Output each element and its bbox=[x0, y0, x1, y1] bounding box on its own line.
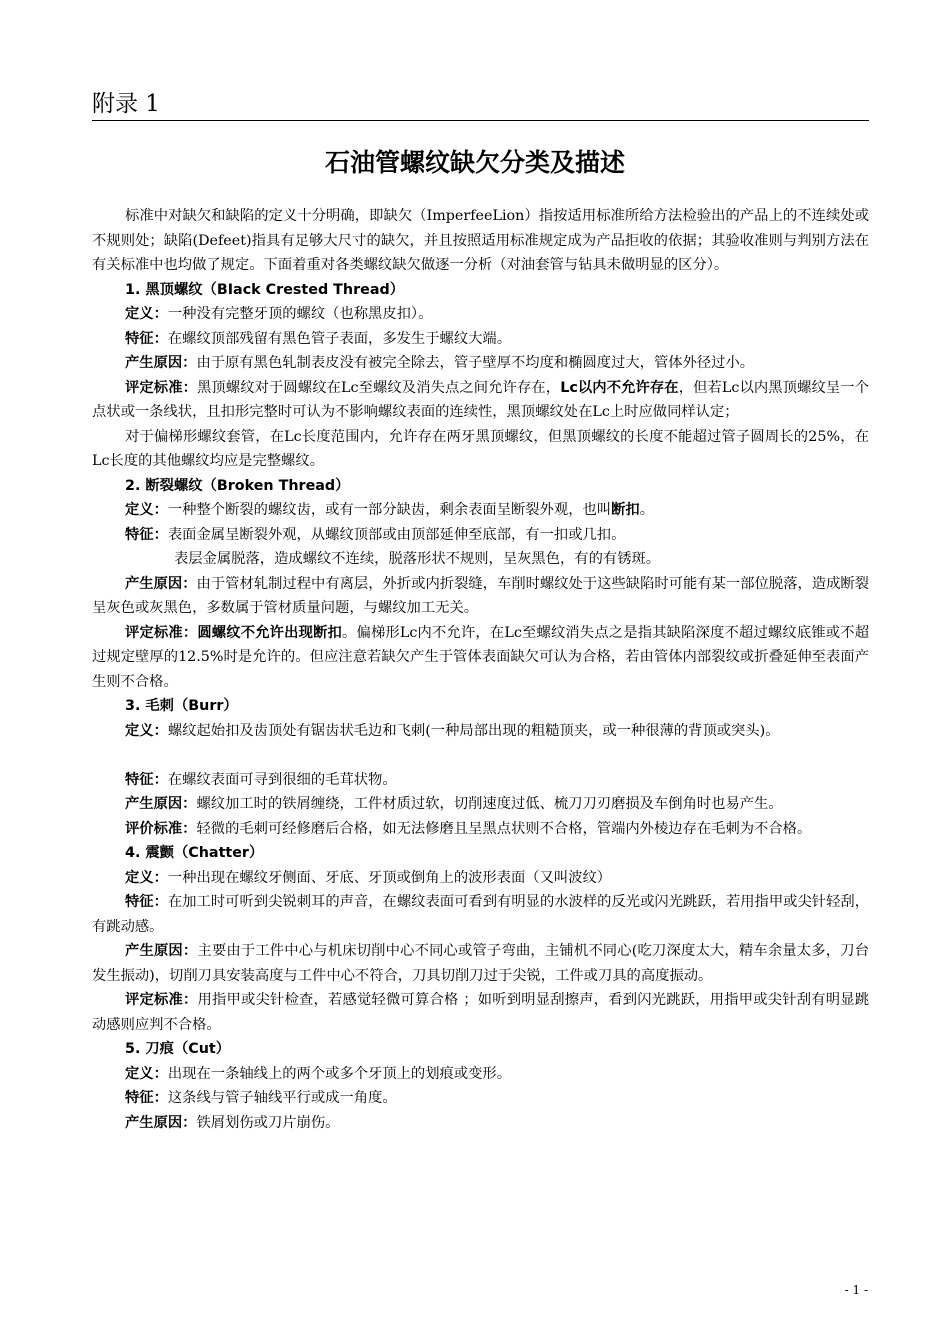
feature-label: 特征： bbox=[125, 1090, 168, 1106]
definition-text: 螺纹起始扣及齿顶处有锯齿状毛边和飞刺(一种局部出现的粗糙顶夹，或一种很薄的背顶或突头)。 bbox=[167, 722, 780, 739]
evaluation-label: 评价标准： bbox=[125, 820, 197, 837]
criteria-label: 评定标准： bbox=[125, 992, 198, 1008]
definition-emphasis: 断扣 bbox=[611, 502, 640, 518]
section-3-evaluation bbox=[92, 817, 869, 842]
cause-label: 产生原因： bbox=[125, 1114, 197, 1131]
header-rule bbox=[92, 120, 869, 121]
criteria-label: 评定标准： bbox=[125, 624, 198, 641]
definition-label: 定义： bbox=[125, 502, 168, 518]
definition-label: 定义： bbox=[125, 722, 168, 739]
page-number: - 1 - bbox=[844, 1283, 868, 1297]
criteria-emphasis: Lc以内不允许存在 bbox=[560, 379, 679, 396]
section-5-heading bbox=[92, 1037, 869, 1062]
page-title: 石油管螺纹缺欠分类及描述 bbox=[324, 148, 625, 177]
definition-label: 定义： bbox=[125, 306, 168, 322]
section-5-feature bbox=[92, 1086, 869, 1111]
section-5-definition bbox=[92, 1062, 869, 1087]
section-1-criteria bbox=[92, 376, 869, 425]
cause-label: 产生原因： bbox=[125, 575, 197, 592]
document-body bbox=[92, 204, 869, 1135]
cause-label: 产生原因： bbox=[125, 355, 197, 371]
feature-text: 这条线与管子轴线平行或成一角度。 bbox=[167, 1090, 397, 1106]
evaluation-text: 轻微的毛刺可经修磨后合格，如无法修磨且呈黑点状则不合格，管端内外棱边存在毛刺为不合格。 bbox=[196, 820, 812, 837]
section-1-extra: 对于偏梯形螺纹套管，在Lc长度范围内，允许存在两牙黑顶螺纹，但黑顶螺纹的长度不能超过管子圆周长的25%，在Lc长度的其他螺纹均应是完整螺纹。 bbox=[92, 428, 869, 469]
feature-label: 特征： bbox=[125, 330, 168, 347]
section-heading-text: 1. 黑顶螺纹（BIack Crested Thread） bbox=[125, 281, 405, 298]
section-1-definition bbox=[92, 302, 869, 327]
section-2-criteria bbox=[92, 621, 869, 695]
section-3-feature bbox=[92, 768, 869, 793]
section-4-heading bbox=[92, 841, 869, 866]
feature-label: 特征： bbox=[125, 771, 168, 788]
definition-label: 定义： bbox=[125, 869, 168, 886]
criteria-label: 评定标准： bbox=[125, 379, 197, 396]
section-heading-text: 2. 断裂螺纹（Broken Thread） bbox=[125, 477, 350, 494]
section-2-feature-continued: 表层金属脱落，造成螺纹不连续，脱落形状不规则，呈灰黑色，有的有锈斑。 bbox=[174, 551, 661, 567]
cause-text: 由于管材轧制过程中有离层，外折或内折裂缝，车削时螺纹处于这些缺陷时可能有某一部位脱落，造成断裂呈灰色或灰黑色，多数属于管材质量问题，与螺纹加工无关。 bbox=[92, 575, 870, 616]
intro-paragraph: 标准中对缺欠和缺陷的定义十分明确，即缺欠（ImperfeeLion）指按适用标准所给方法检验出的产品上的不连续处或不规则处；缺陷(Defeet)指具有足够大尺寸的缺欠，并且按照适用标准规定成为产品拒收的依据；其验收准则与判别方法在有关标准中也均做了规定。下面着重对各类螺纹缺欠做逐一分析（对油套管与钻具未做明显的区分）。 bbox=[92, 208, 869, 273]
definition-text: 一种没有完整牙顶的螺纹（也称黑皮扣）。 bbox=[167, 306, 433, 322]
section-3-definition bbox=[92, 719, 869, 744]
criteria-text-continued: ，但若Lc以内黑顶螺纹呈一个点状或一条线状，且扣形完整时可认为不影响螺纹表面的连续性，黑顶螺纹处在Lc上时应做同样认定； bbox=[92, 379, 870, 420]
cause-text: 主要由于工件中心与机床切削中心不同心或管子弯曲，主铺机不同心(吃刀深度太大，精车余量太多，刀台发生振动)，切削刀具安装高度与工件中心不符合，刀具切削刀过于尖锐，工件或刀具的高度振动。 bbox=[92, 943, 870, 984]
definition-label: 定义： bbox=[125, 1065, 168, 1082]
section-heading-text: 4. 震颤（Chatter） bbox=[125, 845, 264, 861]
criteria-text: 用指甲或尖针检查，若感觉轻微可算合格 ；如听到明显刮擦声，看到闪光跳跃，用指甲或尖针刮有明显跳动感则应判不合格。 bbox=[92, 992, 869, 1033]
section-4-feature bbox=[92, 890, 869, 939]
criteria-text: 黑顶螺纹对于圆螺纹在Lc至螺纹及消失点之间允许存在， bbox=[197, 379, 561, 396]
feature-text: 在螺纹表面可寻到很细的毛茸状物。 bbox=[167, 771, 397, 788]
cause-text: 由于原有黑色轧制表皮没有被完全除去，管子壁厚不均度和椭圆度过大，管体外径过小。 bbox=[196, 355, 755, 371]
section-2-heading bbox=[92, 474, 869, 499]
feature-label: 特征： bbox=[125, 526, 168, 543]
cause-label: 产生原因： bbox=[125, 796, 197, 812]
section-2-definition bbox=[92, 498, 869, 523]
section-2-feature bbox=[92, 523, 869, 548]
section-1-cause bbox=[92, 351, 869, 376]
cause-text: 铁屑划伤或刀片崩伤。 bbox=[196, 1114, 340, 1131]
section-heading-text: 3. 毛刺（Burr） bbox=[125, 698, 238, 714]
cause-label: 产生原因： bbox=[125, 943, 198, 959]
section-5-cause bbox=[92, 1111, 869, 1136]
section-4-cause bbox=[92, 939, 869, 988]
section-4-criteria bbox=[92, 988, 869, 1037]
criteria-emphasis: 圆螺纹不允许出现断扣 bbox=[197, 624, 343, 641]
definition-text-end: 。 bbox=[639, 502, 654, 518]
cause-text: 螺纹加工时的铁屑缠绕，工件材质过软，切削速度过低、梳刀刀刃磨损及车倒角时也易产生。 bbox=[196, 796, 783, 812]
definition-text: 出现在一条轴线上的两个或多个牙顶上的划痕或变形。 bbox=[167, 1065, 512, 1082]
paragraph-gap bbox=[92, 743, 869, 768]
section-4-definition bbox=[92, 866, 869, 891]
appendix-label: 附录 1 bbox=[92, 91, 160, 117]
feature-text: 表面金属呈断裂外观，从螺纹顶部或由顶部延伸至底部，有一扣或几扣。 bbox=[167, 526, 626, 543]
section-1-heading bbox=[92, 278, 869, 303]
definition-text: 一种出现在螺纹牙侧面、牙底、牙顶或倒角上的波形表面（又叫波纹） bbox=[167, 869, 612, 886]
section-1-feature bbox=[92, 327, 869, 352]
section-heading-text: 5. 刀痕（Cut） bbox=[125, 1041, 231, 1057]
definition-text: 一种整个断裂的螺纹齿，或有一部分缺齿，剩余表面呈断裂外观，也叫 bbox=[167, 502, 612, 518]
feature-text: 在加工时可听到尖锐刺耳的声音，在螺纹表面可看到有明显的水波样的反光或闪光跳跃，若用指甲或尖针轻刮，有跳动感。 bbox=[92, 894, 870, 935]
feature-label: 特征： bbox=[125, 894, 168, 910]
section-3-heading bbox=[92, 694, 869, 719]
feature-text: 在螺纹顶部残留有黑色管子表面，多发生于螺纹大端。 bbox=[167, 330, 512, 347]
criteria-text: 。偏梯形Lc内不允许，在Lc至螺纹消失点之是指其缺陷深度不超过螺纹底锥或不超过规定壁厚的12.5%时是允许的。但应注意若缺欠产生于管体表面缺欠可认为合格，若由管体内部裂纹或折叠延伸至表面产生则不合格。 bbox=[92, 624, 870, 690]
section-2-cause bbox=[92, 572, 869, 621]
section-3-cause bbox=[92, 792, 869, 817]
